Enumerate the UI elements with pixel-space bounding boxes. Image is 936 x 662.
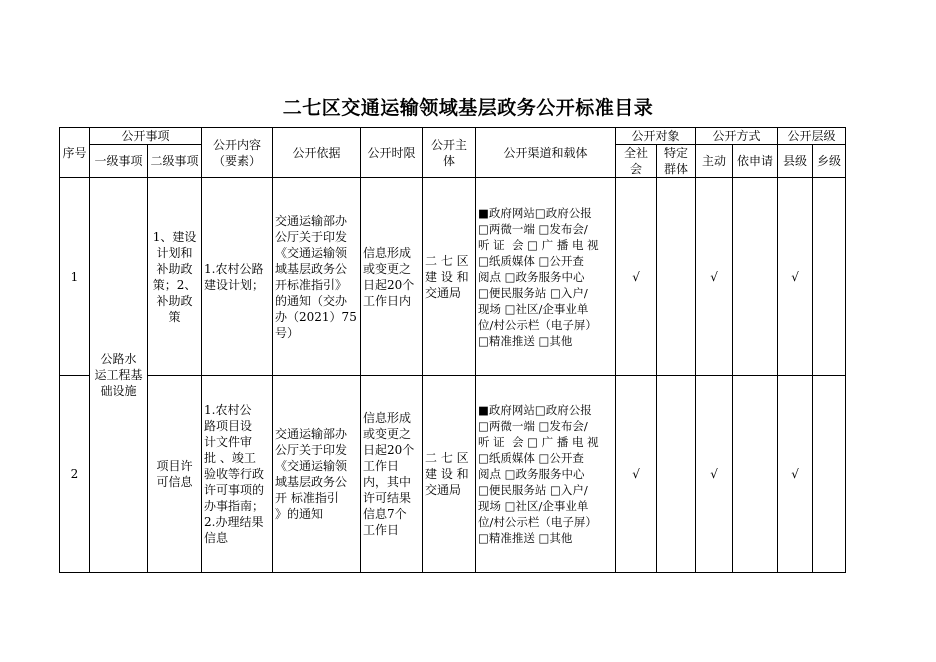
content-line: 许可事项的 bbox=[204, 483, 265, 497]
row-method-active-check: √ bbox=[696, 178, 733, 376]
row-channels-cell bbox=[476, 178, 616, 376]
basis-line: 开 标准指引 bbox=[275, 491, 339, 505]
header-row-1 bbox=[60, 128, 846, 145]
channel-line: □两微一端 □发布会/ bbox=[478, 419, 588, 433]
level2-line: 补助政 bbox=[156, 293, 193, 308]
basis-line: 办（2021）75 bbox=[275, 309, 357, 324]
row-level-township-check bbox=[813, 178, 846, 376]
header-basis: 公开依据 bbox=[273, 128, 361, 178]
table-row bbox=[60, 376, 846, 573]
channel-line: □纸质媒体 □公开查 bbox=[478, 451, 584, 465]
time-limit-line: 信息形成 bbox=[363, 411, 412, 425]
header-content-line2: （要素） bbox=[213, 153, 262, 168]
channel-line: 位/村公示栏（电子屏） bbox=[478, 317, 597, 332]
content-line: 计文件审 bbox=[204, 435, 253, 449]
header-audience-specific-line1: 特定 bbox=[664, 146, 689, 160]
level1-item-line: 础设施 bbox=[100, 384, 137, 398]
row-level-county-check: √ bbox=[778, 376, 813, 573]
channel-line: 阅点 □政务服务中心 bbox=[478, 467, 585, 481]
row-content-cell bbox=[202, 376, 273, 573]
header-audience-specific-line2: 群体 bbox=[664, 162, 689, 176]
channel-line: 阅点 □政务服务中心 bbox=[478, 269, 585, 284]
channel-line: 听 证 会 □ 广 播 电 视 bbox=[478, 435, 599, 449]
subject-line: 二 七 区 bbox=[425, 451, 469, 465]
basis-line: 》的通知 bbox=[275, 507, 324, 521]
content-line: 2.办理结果 bbox=[204, 515, 264, 529]
basis-line: 公厅关于印发 bbox=[275, 443, 348, 457]
row-method-active-check: √ bbox=[696, 376, 733, 573]
page-title: 二七区交通运输领域基层政务公开标准目录 bbox=[282, 97, 654, 119]
time-limit-line: 或变更之 bbox=[363, 427, 412, 441]
row-channels-cell bbox=[476, 376, 616, 573]
row-audience-specific-check bbox=[657, 178, 696, 376]
level2-line: 策；2、 bbox=[152, 277, 197, 292]
level1-item-line: 运工程基 bbox=[94, 368, 143, 382]
row-seq: 1 bbox=[60, 178, 90, 376]
header-level-group: 公开层级 bbox=[778, 128, 846, 145]
basis-line: 的通知（交办 bbox=[275, 293, 348, 308]
row-seq: 2 bbox=[60, 376, 90, 573]
header-subject bbox=[423, 128, 476, 178]
time-limit-line: 日起20个 bbox=[363, 443, 415, 457]
channel-line: 现场 □社区/企事业单 bbox=[478, 301, 589, 316]
level1-item-cell bbox=[90, 178, 148, 573]
header-subject-line2: 体 bbox=[443, 153, 456, 168]
content-line: 1.农村公 bbox=[204, 403, 252, 417]
row-method-request-check bbox=[733, 178, 778, 376]
row-method-request-check bbox=[733, 376, 778, 573]
channel-line: □两微一端 □发布会/ bbox=[478, 221, 588, 236]
subject-line: 建 设 和 bbox=[425, 269, 469, 284]
header-items-group: 公开事项 bbox=[90, 128, 202, 145]
level2-line: 可信息 bbox=[156, 475, 193, 489]
channel-line: □便民服务站 □入户/ bbox=[478, 285, 588, 300]
content-line: 建设计划； bbox=[204, 277, 265, 292]
basis-line: 《交通运输领 bbox=[275, 459, 348, 473]
basis-line: 《交通运输领 bbox=[275, 245, 348, 260]
header-method-active: 主动 bbox=[696, 145, 733, 178]
header-level-township: 乡级 bbox=[813, 145, 846, 178]
level2-line: 计划和 bbox=[156, 245, 193, 260]
basis-line: 号） bbox=[275, 325, 300, 340]
level2-line: 策 bbox=[168, 309, 181, 324]
header-audience-all-line1: 全社 bbox=[624, 146, 649, 160]
header-content bbox=[202, 128, 273, 178]
content-line: 信息 bbox=[204, 531, 229, 545]
basis-line: 公厅关于印发 bbox=[275, 229, 348, 244]
channel-line: ■政府网站□政府公报 bbox=[478, 205, 592, 220]
table-row bbox=[60, 178, 846, 376]
header-method-group: 公开方式 bbox=[696, 128, 778, 145]
channel-line: □便民服务站 □入户/ bbox=[478, 483, 588, 497]
channel-line: ■政府网站□政府公报 bbox=[478, 403, 592, 417]
header-audience-all bbox=[616, 145, 657, 178]
header-level-county: 县级 bbox=[778, 145, 813, 178]
row-level2-cell bbox=[148, 178, 202, 376]
time-limit-line: 工作日 bbox=[363, 459, 400, 473]
header-level1: 一级事项 bbox=[90, 145, 148, 178]
content-line: 办事指南； bbox=[204, 499, 265, 513]
basis-line: 交通运输部办 bbox=[275, 427, 348, 441]
row-subject-cell bbox=[423, 178, 476, 376]
row-time-limit-cell bbox=[361, 178, 423, 376]
channel-line: □纸质媒体 □公开查 bbox=[478, 253, 584, 268]
header-channels: 公开渠道和载体 bbox=[476, 128, 616, 178]
content-line: 验收等行政 bbox=[204, 467, 265, 481]
header-level2: 二级事项 bbox=[148, 145, 202, 178]
subject-line: 建 设 和 bbox=[425, 467, 469, 481]
level2-line: 补助政 bbox=[156, 261, 193, 276]
level2-line: 项目许 bbox=[156, 459, 193, 473]
channel-line: □精准推送 □其他 bbox=[478, 531, 573, 545]
header-seq: 序号 bbox=[60, 128, 90, 178]
header-audience-group: 公开对象 bbox=[616, 128, 696, 145]
basis-line: 域基层政务公 bbox=[275, 261, 348, 276]
subject-line: 交通局 bbox=[425, 285, 462, 300]
disclosure-catalog-table bbox=[59, 127, 846, 573]
time-limit-line: 或变更之 bbox=[363, 261, 412, 276]
subject-line: 二 七 区 bbox=[425, 253, 469, 268]
header-method-request: 依申请 bbox=[733, 145, 778, 178]
time-limit-line: 信息形成 bbox=[363, 245, 412, 260]
row-level2-cell bbox=[148, 376, 202, 573]
channel-line: 现场 □社区/企事业单 bbox=[478, 499, 589, 513]
header-content-line1: 公开内容 bbox=[213, 137, 262, 152]
channel-line: □精准推送 □其他 bbox=[478, 333, 573, 348]
content-line: 路项目设 bbox=[204, 419, 253, 433]
header-time-limit: 公开时限 bbox=[361, 128, 423, 178]
row-audience-all-check: √ bbox=[616, 178, 657, 376]
header-audience-all-line2: 会 bbox=[630, 162, 643, 176]
row-level-county-check: √ bbox=[778, 178, 813, 376]
row-basis-cell bbox=[273, 178, 361, 376]
subject-line: 交通局 bbox=[425, 483, 462, 497]
level1-item-line: 公路水 bbox=[100, 352, 137, 366]
time-limit-line: 许可结果 bbox=[363, 491, 412, 505]
level2-line: 1、建设 bbox=[152, 229, 197, 244]
basis-line: 域基层政务公 bbox=[275, 475, 348, 489]
time-limit-line: 日起20个 bbox=[363, 277, 415, 292]
row-audience-specific-check bbox=[657, 376, 696, 573]
content-line: 1.农村公路 bbox=[204, 261, 264, 276]
time-limit-line: 工作日 bbox=[363, 523, 400, 537]
header-audience-specific bbox=[657, 145, 696, 178]
row-audience-all-check: √ bbox=[616, 376, 657, 573]
channel-line: 位/村公示栏（电子屏） bbox=[478, 515, 597, 529]
content-line: 批 、竣工 bbox=[204, 451, 256, 465]
time-limit-line: 工作日内 bbox=[363, 293, 412, 308]
row-content-cell bbox=[202, 178, 273, 376]
row-time-limit-cell bbox=[361, 376, 423, 573]
time-limit-line: 信息7个 bbox=[363, 507, 407, 521]
basis-line: 交通运输部办 bbox=[275, 213, 348, 228]
row-subject-cell bbox=[423, 376, 476, 573]
time-limit-line: 内，其中 bbox=[363, 475, 412, 489]
row-basis-cell bbox=[273, 376, 361, 573]
channel-line: 听 证 会 □ 广 播 电 视 bbox=[478, 237, 599, 252]
header-subject-line1: 公开主 bbox=[431, 137, 468, 152]
row-level-township-check bbox=[813, 376, 846, 573]
basis-line: 开标准指引》 bbox=[275, 277, 348, 292]
